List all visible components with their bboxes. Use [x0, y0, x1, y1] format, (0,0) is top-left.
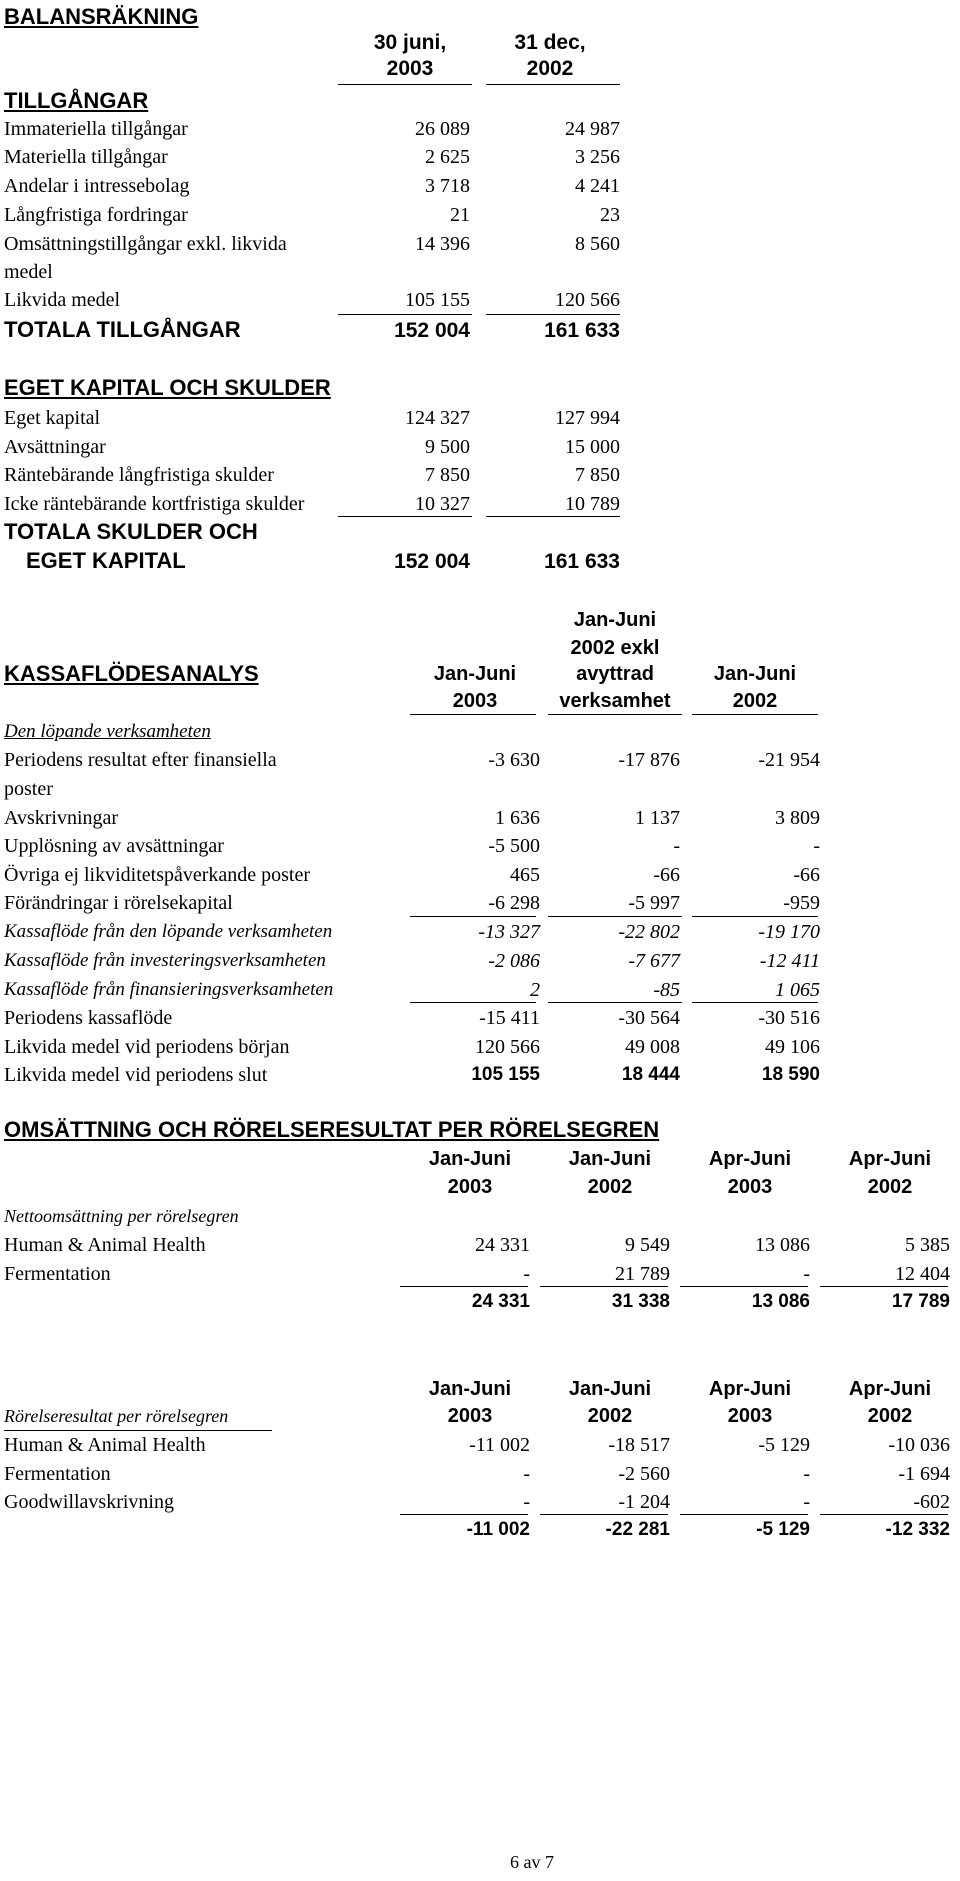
cf-v2: -85	[653, 979, 680, 1001]
seg-v: -	[523, 1263, 530, 1285]
seg-sum-rule	[680, 1514, 808, 1515]
asset-v2: 4 241	[575, 175, 620, 197]
balance-col2-line1: 31 dec,	[514, 31, 586, 54]
assets-sum-rule	[486, 314, 620, 315]
cf-col3-rule	[692, 714, 818, 715]
cf-section: Den löpande verksamheten	[4, 721, 211, 742]
assets-total-v1: 152 004	[394, 319, 470, 342]
cf-v2: 49 008	[625, 1036, 680, 1058]
cf-v3: 18 590	[761, 1064, 820, 1085]
balance-col2-rule	[486, 84, 620, 85]
cf-col3-line2: 2002	[732, 690, 778, 712]
asset-v2: 8 560	[575, 233, 620, 255]
asset-v1: 3 718	[425, 175, 470, 197]
cf-v2: 1 137	[635, 807, 680, 829]
seg-sum-rule	[400, 1286, 528, 1287]
seg-col-line1: Jan-Juni	[568, 1378, 652, 1400]
cf-col2-line4: verksamhet	[559, 690, 671, 712]
seg-sum-rule	[400, 1514, 528, 1515]
asset-label: Materiella tillgångar	[4, 146, 168, 168]
cf-label: Förändringar i rörelsekapital	[4, 892, 233, 914]
asset-v1: 2 625	[425, 146, 470, 168]
cf-col2-rule	[548, 714, 682, 715]
liab-v1: 10 327	[415, 493, 470, 515]
liab-label: Eget kapital	[4, 407, 101, 429]
liab-total-label: TOTALA SKULDER OCH	[4, 519, 258, 544]
seg-v: -602	[913, 1491, 950, 1513]
asset-label: Omsättningstillgångar exkl. likvida	[4, 233, 287, 255]
seg-col-line1: Apr-Juni	[848, 1378, 932, 1400]
seg-v: -	[523, 1463, 530, 1485]
revenue-total: 31 338	[611, 1291, 670, 1312]
seg-v: 12 404	[895, 1263, 950, 1285]
cf-v2: -5 997	[628, 892, 680, 914]
asset-label: Likvida medel	[4, 289, 121, 311]
liab-total-v1: 152 004	[394, 550, 470, 573]
seg-col-line1: Jan-Juni	[428, 1378, 512, 1400]
asset-v1: 21	[450, 204, 470, 226]
cf-sum-rule	[410, 916, 536, 917]
cf-v3: -12 411	[759, 950, 820, 972]
asset-v2: 3 256	[575, 146, 620, 168]
seg-v: -	[803, 1463, 810, 1485]
cf-v1: 120 566	[475, 1036, 540, 1058]
cf-v1: 465	[510, 864, 540, 886]
cf-v1: 1 636	[495, 807, 540, 829]
result-section-rule	[4, 1430, 272, 1431]
seg-v: -1 204	[618, 1491, 670, 1513]
cf-v3: 49 106	[765, 1036, 820, 1058]
cf-v2: -17 876	[618, 749, 680, 771]
segments-title: OMSÄTTNING OCH RÖRELSERESULTAT PER RÖRELSEGREN	[4, 1117, 660, 1142]
balance-title: BALANSRÄKNING	[4, 4, 199, 29]
liab-sum-rule	[486, 516, 620, 517]
liab-total-v2: 161 633	[544, 550, 620, 573]
cf-v1: 2	[530, 979, 540, 1001]
seg-v: 13 086	[755, 1234, 810, 1256]
cf-v2: -30 564	[618, 1007, 680, 1029]
liab-v1: 7 850	[425, 464, 470, 486]
seg-sum-rule	[820, 1286, 948, 1287]
seg-col-line2: 2003	[727, 1405, 773, 1427]
seg-label: Human & Animal Health	[4, 1434, 206, 1456]
asset-v1: 14 396	[415, 233, 470, 255]
cf-sum-rule	[548, 1002, 682, 1003]
cf-v2: -22 802	[618, 921, 680, 943]
cf-v1: -13 327	[478, 921, 540, 943]
seg-col-line2: 2002	[867, 1176, 913, 1198]
cf-v3: -	[813, 835, 820, 857]
liab-v1: 9 500	[425, 436, 470, 458]
cf-v2: 18 444	[621, 1064, 680, 1085]
cf-col2-line2: 2002 exkl	[570, 637, 660, 659]
seg-sum-rule	[680, 1286, 808, 1287]
liab-label: Icke räntebärande kortfristiga skulder	[4, 493, 305, 515]
cf-v3: 1 065	[775, 979, 820, 1001]
cf-label: Avskrivningar	[4, 807, 119, 829]
cf-label: Periodens kassaflöde	[4, 1007, 173, 1029]
liab-total-label-cont: EGET KAPITAL	[26, 548, 186, 573]
asset-label: Långfristiga fordringar	[4, 204, 188, 226]
cf-label: Övriga ej likviditetspåverkande poster	[4, 864, 311, 886]
seg-v: -18 517	[608, 1434, 670, 1456]
asset-v2: 120 566	[555, 289, 620, 311]
seg-col-line1: Apr-Juni	[708, 1378, 792, 1400]
seg-col-line2: 2003	[447, 1405, 493, 1427]
seg-col-line1: Apr-Juni	[708, 1148, 792, 1170]
assets-header: TILLGÅNGAR	[4, 88, 149, 113]
liab-v2: 10 789	[565, 493, 620, 515]
seg-col-line1: Jan-Juni	[428, 1148, 512, 1170]
cf-sum-rule	[410, 1002, 536, 1003]
seg-label: Fermentation	[4, 1263, 111, 1285]
asset-v1: 26 089	[415, 118, 470, 140]
cf-label-italic: Kassaflöde från finansieringsverksamheten	[4, 979, 334, 1000]
seg-v: -	[523, 1491, 530, 1513]
liab-v1: 124 327	[405, 407, 470, 429]
cf-sum-rule	[548, 916, 682, 917]
seg-col-line2: 2002	[867, 1405, 913, 1427]
balance-col1-line2: 2003	[386, 57, 434, 80]
cf-label: Periodens resultat efter finansiella	[4, 749, 277, 771]
cf-sum-rule	[692, 1002, 818, 1003]
seg-sum-rule	[820, 1514, 948, 1515]
liab-header: EGET KAPITAL OCH SKULDER	[4, 375, 331, 400]
cf-col1-line2: 2003	[452, 690, 498, 712]
cf-v1: -3 630	[488, 749, 540, 771]
revenue-total: 17 789	[891, 1291, 950, 1312]
seg-v: -10 036	[888, 1434, 950, 1456]
seg-v: 9 549	[625, 1234, 670, 1256]
cf-v3: -30 516	[758, 1007, 820, 1029]
balance-col1-line1: 30 juni,	[373, 31, 447, 54]
liab-label: Avsättningar	[4, 436, 106, 458]
cashflow-title: KASSAFLÖDESANALYS	[4, 661, 259, 686]
page-number: 6 av 7	[510, 1852, 554, 1872]
seg-col-line1: Apr-Juni	[848, 1148, 932, 1170]
seg-col-line2: 2002	[587, 1405, 633, 1427]
seg-v: 21 789	[615, 1263, 670, 1285]
cf-v3: -19 170	[758, 921, 820, 943]
liab-label: Räntebärande långfristiga skulder	[4, 464, 274, 486]
seg-col-line2: 2002	[587, 1176, 633, 1198]
cf-label-cont: poster	[4, 778, 53, 800]
seg-v: -	[803, 1263, 810, 1285]
result-total: -22 281	[605, 1519, 670, 1540]
assets-total-v2: 161 633	[544, 319, 620, 342]
seg-v: -5 129	[758, 1434, 810, 1456]
seg-col-line2: 2003	[727, 1176, 773, 1198]
seg-v: 5 385	[905, 1234, 950, 1256]
cf-v3: -959	[783, 892, 820, 914]
cf-label-italic: Kassaflöde från den löpande verksamheten	[4, 921, 333, 942]
cf-col1-rule	[410, 714, 536, 715]
asset-v2: 24 987	[565, 118, 620, 140]
cf-label-italic: Kassaflöde från investeringsverksamheten	[4, 950, 326, 971]
revenue-total: 13 086	[751, 1291, 810, 1312]
result-total: -12 332	[885, 1519, 950, 1540]
cf-v1: -15 411	[479, 1007, 540, 1029]
cf-v1: 105 155	[471, 1064, 540, 1085]
cf-v1: -5 500	[488, 835, 540, 857]
cf-col2-line1: Jan-Juni	[573, 609, 657, 631]
cf-v3: -66	[793, 864, 820, 886]
cf-v3: -21 954	[758, 749, 820, 771]
cf-v2: -7 677	[628, 950, 680, 972]
liab-v2: 7 850	[575, 464, 620, 486]
cf-v2: -66	[653, 864, 680, 886]
asset-label-cont: medel	[4, 261, 53, 283]
cf-col2-line3: avyttrad	[576, 663, 654, 685]
cf-v2: -	[673, 835, 680, 857]
seg-v: -1 694	[898, 1463, 950, 1485]
seg-v: -	[803, 1491, 810, 1513]
cf-v3: 3 809	[775, 807, 820, 829]
result-total: -5 129	[756, 1519, 810, 1540]
seg-sum-rule	[540, 1286, 668, 1287]
asset-v1: 105 155	[405, 289, 470, 311]
seg-col-line1: Jan-Juni	[568, 1148, 652, 1170]
cf-sum-rule	[692, 916, 818, 917]
revenue-section: Nettoomsättning per rörelsegren	[4, 1206, 239, 1226]
asset-v2: 23	[600, 204, 620, 226]
cf-v1: -2 086	[488, 950, 540, 972]
cf-label: Likvida medel vid periodens slut	[4, 1064, 268, 1086]
seg-label: Fermentation	[4, 1463, 111, 1485]
assets-sum-rule	[338, 314, 472, 315]
liab-v2: 127 994	[555, 407, 620, 429]
balance-col1-rule	[338, 84, 472, 85]
result-total: -11 002	[466, 1519, 530, 1540]
revenue-total: 24 331	[471, 1291, 530, 1312]
asset-label: Andelar i intressebolag	[4, 175, 190, 197]
balance-col2-line2: 2002	[526, 57, 574, 80]
seg-label: Goodwillavskrivning	[4, 1491, 174, 1513]
cf-col3-line1: Jan-Juni	[713, 663, 797, 685]
liab-v2: 15 000	[565, 436, 620, 458]
seg-col-line2: 2003	[447, 1176, 493, 1198]
seg-sum-rule	[540, 1514, 668, 1515]
seg-label: Human & Animal Health	[4, 1234, 206, 1256]
seg-v: -11 002	[469, 1434, 530, 1456]
cf-v1: -6 298	[488, 892, 540, 914]
assets-total-label: TOTALA TILLGÅNGAR	[4, 317, 241, 342]
result-section: Rörelseresultat per rörelsegren	[4, 1406, 229, 1426]
cf-label: Upplösning av avsättningar	[4, 835, 224, 857]
cf-label: Likvida medel vid periodens början	[4, 1036, 290, 1058]
cf-col1-line1: Jan-Juni	[433, 663, 517, 685]
liab-sum-rule	[338, 516, 472, 517]
seg-v: 24 331	[475, 1234, 530, 1256]
seg-v: -2 560	[618, 1463, 670, 1485]
asset-label: Immateriella tillgångar	[4, 118, 188, 140]
